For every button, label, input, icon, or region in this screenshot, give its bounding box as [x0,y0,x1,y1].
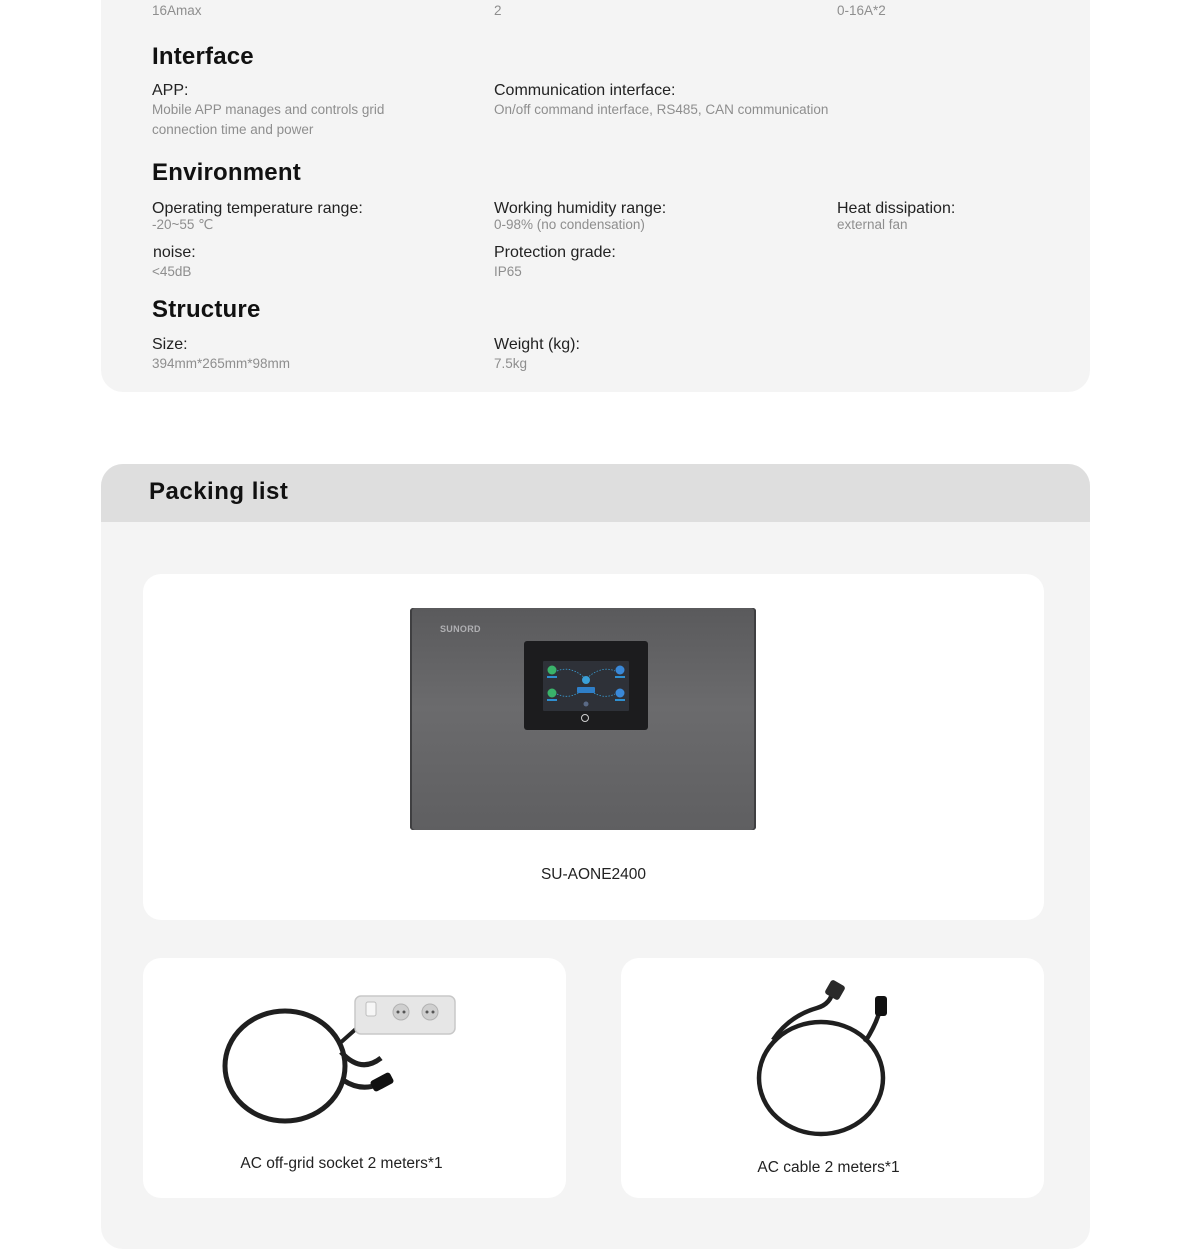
spec-value: Mobile APP manages and controls grid connection time and power [152,102,385,137]
spec-value: 2 [494,3,502,18]
section-title-environment: Environment [152,159,301,186]
spec-label: Heat dissipation: [837,200,956,217]
spec-operating-temperature [152,200,363,232]
spec-protection-grade [494,244,616,282]
spec-label: Operating temperature range: [152,200,363,217]
spec-value: 0-98% (no condensation) [494,217,645,232]
spec-label: noise: [153,244,196,261]
spec-value: <45dB [152,264,192,279]
spec-weight [494,336,580,374]
section-title-interface: Interface [152,43,254,70]
spec-value: 7.5kg [494,356,528,371]
spec-value: external fan [837,217,908,232]
device-display-screen [543,661,629,711]
device-brand-logo: SUNORD [440,624,481,634]
spec-value: IP65 [494,264,522,279]
packing-list-card [101,464,1090,1249]
spec-size [152,336,290,374]
energy-flow-diagram-icon [543,661,629,711]
device-caption: SU-AONE2400 [540,866,647,883]
packing-list-header [101,464,1090,522]
spec-value: 16Amax [152,3,202,18]
spec-value: 0-16A*2 [837,3,886,18]
spec-pv-charging-current [837,0,983,21]
spec-working-humidity [494,200,666,232]
spec-communication-interface [494,82,828,120]
cable-item-box [621,958,1044,1198]
spec-value: On/off command interface, RS485, CAN communication [494,102,829,117]
socket-strip-cable-icon [221,992,461,1128]
inverter-device-image [410,608,756,830]
cable-caption: AC cable 2 meters*1 [757,1159,900,1176]
spec-value: 394mm*265mm*98mm [152,356,291,371]
device-screen-frame [524,641,648,730]
socket-item-box [143,958,566,1198]
specifications-card [101,0,1090,392]
spec-label: Protection grade: [494,244,616,261]
spec-label: Size: [152,336,188,353]
device-item-box [143,574,1044,920]
ac-cable-icon [749,980,899,1140]
spec-pv-input-current [152,0,271,21]
spec-noise [153,244,196,282]
socket-caption: AC off-grid socket 2 meters*1 [240,1155,443,1172]
spec-value: -20~55 ℃ [152,217,214,232]
spec-label: APP: [152,82,189,99]
spec-mppt-quantity [494,0,603,21]
spec-label: Working humidity range: [494,200,667,217]
packing-list-title: Packing list [149,478,289,505]
spec-app [152,82,432,140]
spec-label: Communication interface: [494,82,676,99]
spec-label [494,0,603,1]
power-button-icon [581,714,589,722]
spec-label: Weight (kg): [494,336,580,353]
section-title-structure: Structure [152,296,261,323]
spec-heat-dissipation [837,200,955,232]
